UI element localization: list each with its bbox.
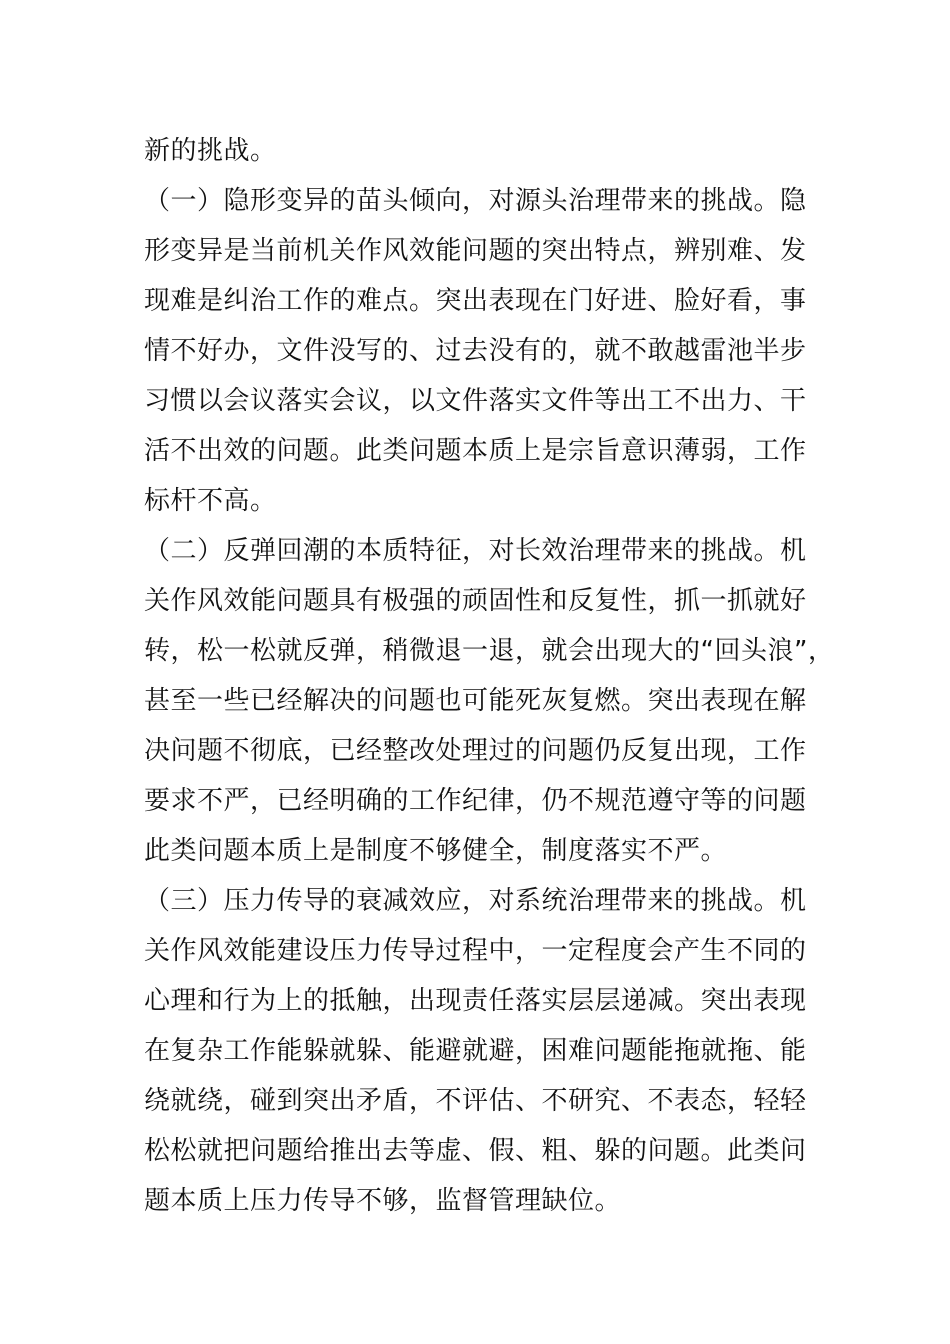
text-line: 要求不严，已经明确的工作纪律，仍不规范遵守等的问题 [144,786,807,816]
text-line: 此类问题本质上是制度不够健全，制度落实不严。 [144,836,728,866]
text-line: 标杆不高。 [144,486,277,516]
text-line: 题本质上压力传导不够，监督管理缺位。 [144,1186,622,1216]
heading-line-1: （一）隐形变异的苗头倾向，对源头治理带来的挑战。隐 [144,186,807,216]
text-line: 情不好办，文件没写的、过去没有的，就不敢越雷池半步 [144,336,807,366]
heading-line-3: （三）压力传导的衰减效应，对系统治理带来的挑战。机 [144,886,807,916]
text-line: 心理和行为上的抵触，出现责任落实层层递减。突出表现 [144,986,807,1016]
text-line: 松松就把问题给推出去等虚、假、粗、躲的问题。此类问 [144,1136,807,1166]
text-line: 决问题不彻底，已经整改处理过的问题仍反复出现，工作 [144,736,807,766]
text-line: 关作风效能问题具有极强的顽固性和反复性，抓一抓就好 [144,586,807,616]
text-line: 绕就绕，碰到突出矛盾，不评估、不研究、不表态，轻轻 [144,1086,807,1116]
text-line: 新的挑战。 [144,136,277,166]
text-line: 形变异是当前机关作风效能问题的突出特点，辨别难、发 [144,236,807,266]
text-line: 现难是纠治工作的难点。突出表现在门好进、脸好看，事 [144,286,807,316]
text-line: 在复杂工作能躲就躲、能避就避，困难问题能拖就拖、能 [144,1036,807,1066]
heading-line-2: （二）反弹回潮的本质特征，对长效治理带来的挑战。机 [144,536,807,566]
text-line: 习惯以会议落实会议，以文件落实文件等出工不出力、干 [144,386,807,416]
text-line: 关作风效能建设压力传导过程中，一定程度会产生不同的 [144,936,807,966]
text-line: 甚至一些已经解决的问题也可能死灰复燃。突出表现在解 [144,686,807,716]
text-line: 转，松一松就反弹，稍微退一退，就会出现大的“回头浪”， [144,636,835,666]
text-line: 活不出效的问题。此类问题本质上是宗旨意识薄弱，工作 [144,436,807,466]
